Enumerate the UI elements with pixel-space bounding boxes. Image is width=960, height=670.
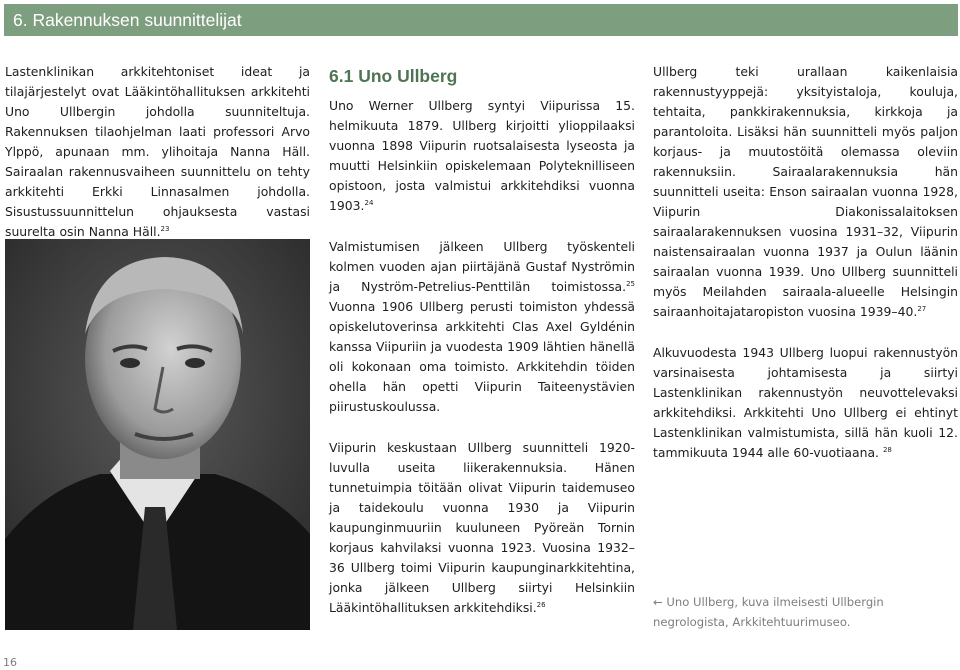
arrow-left-icon: ← [653, 595, 663, 609]
footnote-ref: 25 [626, 279, 635, 288]
chapter-title: 6. Rakennuksen suunnittelijat [13, 10, 242, 30]
paragraph-final-years [653, 343, 958, 463]
chapter-header [4, 4, 958, 36]
paragraph-birth [329, 96, 635, 216]
intro-column [5, 62, 310, 242]
paragraph-text: Ullberg teki urallaan kaikenlaisia rakennustyyppejä: yksityistaloja, kouluja, tehtaita, pankkirakennuksia, kirkkoja ja parantoloita. Lisäksi hän suunnitteli myös paljon korjaus- ja muutostöitä olemassa oleviin rakennuksiin. Sairaalarakennuksia hän suunnitteli useita: Enson sairaalan vuonna 1928, Viipurin Diakonissalaitoksen sairaalarakennuksen vuosina 1931–32, Viipurin naistensairaalan vuonna 1937 ja Oulun läänin sairaalan vuonna 1939. Uno Ullberg suunnitteli myös Meilahden sairaala-alueelle Helsingin sairaanhoitajataropiston vuosina 1939–40. [653, 64, 958, 319]
footnote-ref: 23 [160, 224, 170, 233]
caption-text: Uno Ullberg, kuva ilmeisesti Ullbergin negrologista, Arkkitehtuurimuseo. [653, 595, 884, 629]
page-number: 16 [3, 656, 17, 669]
paragraph-text: Viipurin keskustaan Ullberg suunnitteli 1920-luvulla useita liikerakennuksia. Hänen tunnetuimpia töitään olivat Viipurin taidemuseo ja taidekoulu vuonna 1930 ja Viipurin kaupunginmuuriin kuuluneen Pyöreän Tornin korjaus kahvilaksi vuonna 1923. Vuosina 1932–36 Ullberg toimi Viipurin kaupunginarkkitehtina, jonka jälkeen Ullberg siirtyi Helsinkiin Lääkintöhallituksen arkkitehdiksi. [329, 440, 635, 615]
paragraph-viipuri [329, 438, 635, 618]
portrait-image [5, 239, 310, 630]
paragraph-text: Uno Werner Ullberg syntyi Viipurissa 15. helmikuuta 1879. Ullberg kirjoitti ylioppilaaksi vuonna 1898 Viipurin ruotsalaisesta lyseosta ja muutti Helsinkiin opiskelemaan Polyteknilliseen opistoon, josta valmistui arkkitehdiksi vuonna 1903. [329, 98, 635, 213]
paragraph-career [329, 237, 635, 417]
footnote-ref: 28 [882, 445, 892, 454]
footnote-ref: 26 [536, 600, 546, 609]
portrait-photo [5, 239, 310, 630]
paragraph-text: Valmistumisen jälkeen Ullberg työskenteli kolmen vuoden ajan piirtäjänä Gustaf Nyströmin ja Nyström-Petrelius-Penttilän toimistossa. [329, 239, 635, 294]
intro-text: Lastenklinikan arkkitehtoniset ideat ja tilajärjestelyt ovat Lääkintöhallituksen arkkitehti Uno Ullbergin johdolla suunniteltuja. Rakennuksen tilaohjelman laati professori Arvo Ylppö, apunaan mm. ylihoitaja Nanna Häll. Sairaalan rakennusvaiheen suunnittelu on tehty arkkitehti Erkki Linnasalmen johdolla. Sisustussuunnittelun ohjauksesta vastasi suurelta osin Nanna Häll. [5, 64, 310, 239]
intro-paragraph [5, 62, 310, 242]
main-column-2 [329, 62, 635, 639]
main-column-3 [653, 62, 958, 484]
footnote-ref: 27 [917, 304, 927, 313]
photo-caption [653, 592, 958, 632]
paragraph-text: Alkuvuodesta 1943 Ullberg luopui rakennustyön varsinaisesta johtamisesta ja siirtyi Lastenklinikan rakennustyön neuvottelevaksi arkkitehdiksi. Arkkitehti Uno Ullberg ei ehtinyt Lastenklinikan valmistumista, sillä hän kuoli 12. tammikuuta 1944 alle 60-vuotiaana. [653, 345, 958, 460]
footnote-ref: 24 [364, 198, 374, 207]
paragraph-building-types [653, 62, 958, 322]
section-title: 6.1 Uno Ullberg [329, 66, 458, 86]
paragraph-text-continued: Vuonna 1906 Ullberg perusti toimiston yhdessä opiskelutoverinsa arkkitehti Clas Axel Gyldénin kanssa Viipuriin ja vuodesta 1909 lähtien hänellä oli kokonaan oma toimisto. Arkkitehdin töiden ohella hän opetti Viipurin Taiteenystävien piirustuskoulussa. [329, 299, 635, 414]
